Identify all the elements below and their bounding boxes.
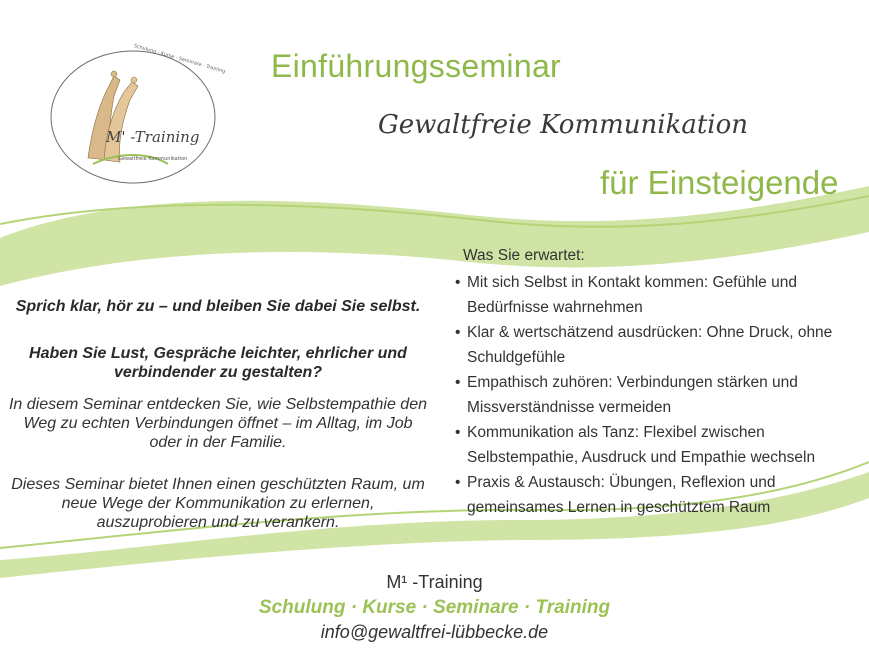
- logo-footer-text: Gewaltfreie Kommunikation: [118, 156, 188, 162]
- giraffe-logo-icon: [48, 48, 218, 186]
- page-title: Einführungsseminar: [271, 48, 561, 84]
- footer-email[interactable]: info@gewaltfrei-lübbecke.de: [320, 622, 549, 642]
- page-subtitle: Gewaltfreie Kommunikation: [378, 110, 748, 140]
- intro-paragraph-2: Dieses Seminar bietet Ihnen einen geschützten Raum, um neue Wege der Kommunikation zu erlernen, auszuprobieren und zu verankern.: [11, 476, 425, 531]
- footer-brand: M¹ -Training: [386, 572, 483, 592]
- audience-heading: für Einsteigende: [600, 164, 839, 201]
- expectations-title: Was Sie erwartet:: [463, 247, 585, 264]
- logo-brand-script: M' -Training: [106, 128, 200, 146]
- intro-lead: Sprich klar, hör zu – und bleiben Sie dabei Sie selbst.: [15, 298, 421, 315]
- list-item: • Praxis & Austausch: Übungen, Reflexion und gemeinsames Lernen in geschütztem Raum: [455, 470, 865, 520]
- list-item: • Mit sich Selbst in Kontakt kommen: Gefühle und Bedürfnisse wahrnehmen: [455, 270, 865, 320]
- brand-logo: [48, 43, 226, 186]
- list-item: • Empathisch zuhören: Verbindungen stärken und Missverständnisse vermeiden: [455, 370, 865, 420]
- logo-arc-text: Schulung · Kurse · Seminare · Training: [133, 43, 226, 75]
- expectations-list: [455, 270, 865, 520]
- list-item: • Kommunikation als Tanz: Flexibel zwischen Selbstempathie, Ausdruck und Empathie wechseln: [455, 420, 865, 470]
- intro-question: Haben Sie Lust, Gespräche leichter, ehrlicher und verbindender zu gestalten?: [29, 345, 407, 381]
- list-item: • Klar & wertschätzend ausdrücken: Ohne Druck, ohne Schuldgefühle: [455, 320, 865, 370]
- footer-tagline: Schulung · Kurse · Seminare · Training: [258, 597, 611, 618]
- intro-paragraph-1: In diesem Seminar entdecken Sie, wie Selbstempathie den Weg zu echten Verbindungen öffnet – im Alltag, im Job oder in der Familie.: [8, 396, 427, 451]
- expectations-panel: [455, 246, 865, 520]
